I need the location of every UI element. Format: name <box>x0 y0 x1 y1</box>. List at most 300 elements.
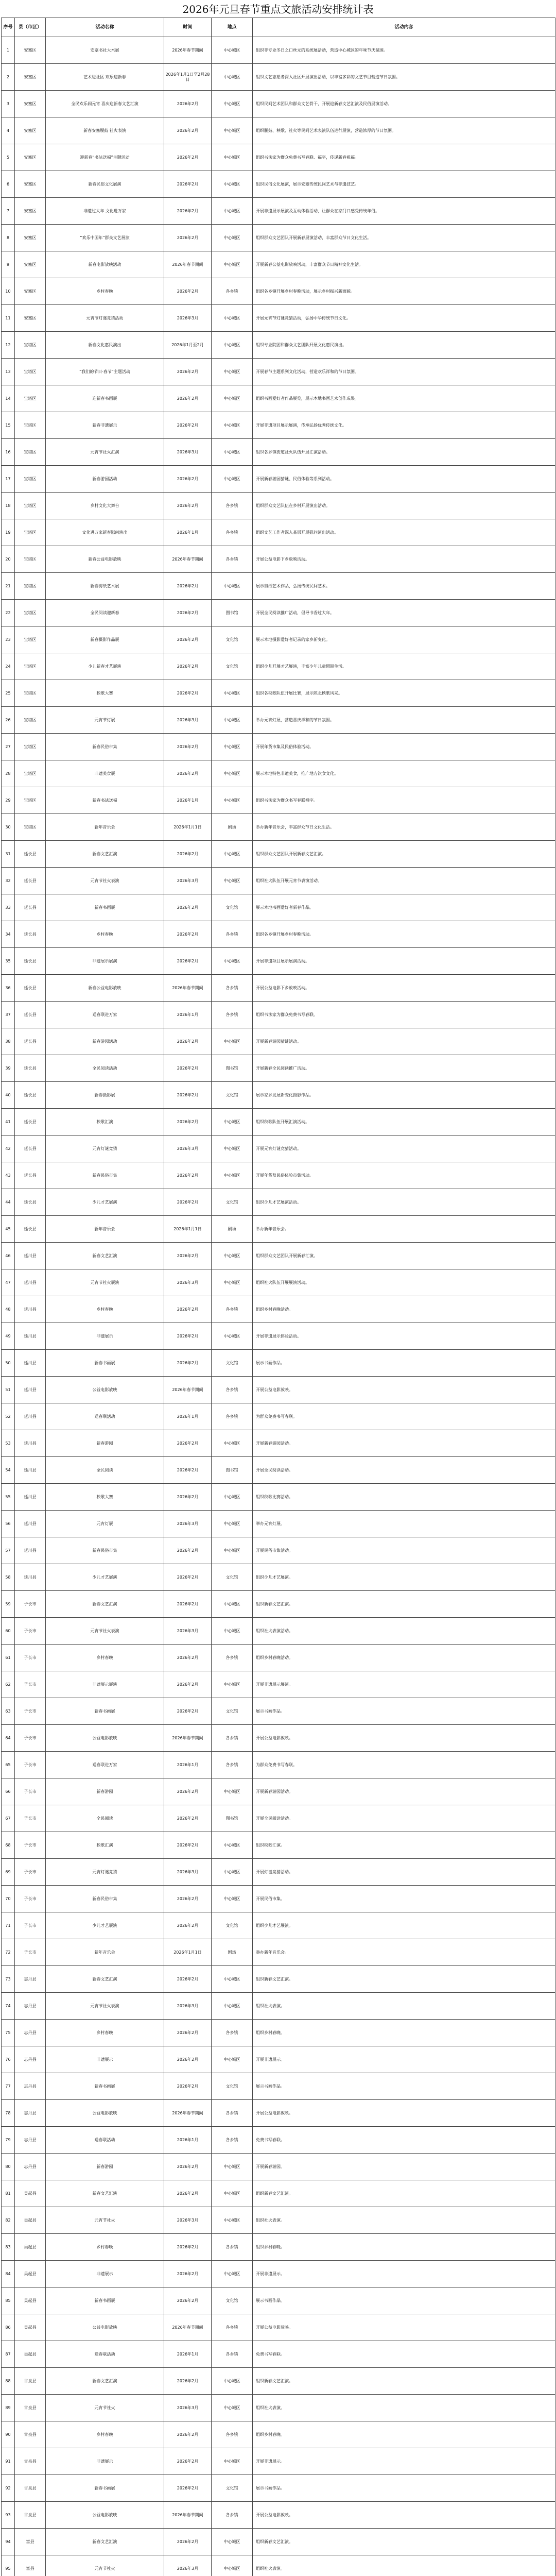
cell-index: 86 <box>2 2314 15 2341</box>
cell-county: 宝塔区 <box>15 359 46 385</box>
cell-index: 71 <box>2 1912 15 1939</box>
cell-content: 开展全民阅读推广活动，倡导书香过大年。 <box>253 600 555 626</box>
cell-location: 各乡镇 <box>212 278 253 305</box>
table-row <box>2 117 555 144</box>
cell-location: 中心城区 <box>212 359 253 385</box>
table-row <box>2 814 555 841</box>
cell-activity-name: 新春非遗展示 <box>46 412 164 439</box>
cell-county: 吴起县 <box>15 2261 46 2287</box>
cell-county: 延长县 <box>15 894 46 921</box>
cell-county: 安塞区 <box>15 251 46 278</box>
cell-index: 43 <box>2 1162 15 1189</box>
cell-activity-name: 乡村春晚 <box>46 2421 164 2448</box>
cell-time: 2026年2月 <box>164 144 212 171</box>
cell-location: 各乡镇 <box>212 1403 253 1430</box>
table-row <box>2 466 555 493</box>
cell-county: 子长市 <box>15 1671 46 1698</box>
table-row <box>2 1377 555 1403</box>
cell-time: 2026年春节期间 <box>164 975 212 1002</box>
cell-index: 50 <box>2 1350 15 1377</box>
cell-activity-name: 新年音乐会 <box>46 1939 164 1966</box>
cell-county: 吴起县 <box>15 2314 46 2341</box>
table-row <box>2 2100 555 2127</box>
cell-location: 图书馆 <box>212 600 253 626</box>
cell-content: 组织少儿才艺展演活动。 <box>253 1189 555 1216</box>
table-row <box>2 1430 555 1457</box>
cell-county: 延川县 <box>15 1457 46 1484</box>
table-row <box>2 921 555 948</box>
cell-time: 2026年3月 <box>164 2395 212 2421</box>
cell-location: 文化馆 <box>212 653 253 680</box>
cell-time: 2026年1月 <box>164 1752 212 1778</box>
cell-time: 2026年2月 <box>164 600 212 626</box>
cell-time: 2026年2月 <box>164 2073 212 2100</box>
cell-index: 65 <box>2 1752 15 1778</box>
cell-county: 宝塔区 <box>15 412 46 439</box>
cell-content: 开展非遗展示。 <box>253 2046 555 2073</box>
cell-content: 开展非遗展示展演及互动体验活动，让群众在家门口感受传统年俗。 <box>253 198 555 225</box>
cell-location: 各乡镇 <box>212 1725 253 1752</box>
cell-time: 2026年2月 <box>164 2234 212 2261</box>
cell-time: 2026年1月 <box>164 2341 212 2368</box>
cell-index: 21 <box>2 573 15 600</box>
cell-time: 2026年1月1日 <box>164 814 212 841</box>
table-row <box>2 1457 555 1484</box>
cell-activity-name: 新春公益电影放映 <box>46 975 164 1002</box>
cell-activity-name: 公益电影放映 <box>46 1725 164 1752</box>
cell-time: 2026年2月 <box>164 1296 212 1323</box>
cell-county: 子长市 <box>15 1752 46 1778</box>
cell-location: 各乡镇 <box>212 2234 253 2261</box>
cell-activity-name: 全民阅读迎新春 <box>46 600 164 626</box>
cell-content: 开展非遗展示。 <box>253 2261 555 2287</box>
cell-content: 开展元宵节灯谜竞猜活动，弘扬中华传统节日文化。 <box>253 305 555 332</box>
cell-index: 36 <box>2 975 15 1002</box>
cell-county: 延长县 <box>15 1082 46 1109</box>
cell-time: 2026年2月 <box>164 734 212 760</box>
table-row <box>2 1537 555 1564</box>
cell-county: 吴起县 <box>15 2341 46 2368</box>
cell-index: 72 <box>2 1939 15 1966</box>
cell-time: 2026年1月 <box>164 1403 212 1430</box>
cell-index: 31 <box>2 841 15 868</box>
cell-location: 文化馆 <box>212 2287 253 2314</box>
cell-time: 2026年春节期间 <box>164 546 212 573</box>
table-row <box>2 1028 555 1055</box>
cell-activity-name: 新春书画展 <box>46 894 164 921</box>
cell-content: 开展公益电影下乡放映活动。 <box>253 546 555 573</box>
table-row <box>2 1189 555 1216</box>
cell-index: 81 <box>2 2180 15 2207</box>
table-row <box>2 1886 555 1912</box>
table-row <box>2 1618 555 1645</box>
table-row <box>2 305 555 332</box>
table-row <box>2 948 555 975</box>
cell-activity-name: 新春书画展 <box>46 1698 164 1725</box>
cell-index: 75 <box>2 2020 15 2046</box>
cell-content: 开展公益电影放映。 <box>253 2100 555 2127</box>
table-row <box>2 91 555 117</box>
table-row <box>2 573 555 600</box>
cell-content: 举办元宵灯展。 <box>253 1511 555 1537</box>
activity-table <box>1 18 555 2576</box>
cell-activity-name: 新春书画展 <box>46 2287 164 2314</box>
cell-index: 77 <box>2 2073 15 2100</box>
cell-time: 2026年2月 <box>164 1564 212 1591</box>
cell-location: 中心城区 <box>212 385 253 412</box>
cell-activity-name: 新春文艺汇演 <box>46 2180 164 2207</box>
cell-time: 2026年2月 <box>164 921 212 948</box>
cell-activity-name: 新春民俗文化展演 <box>46 171 164 198</box>
table-row <box>2 734 555 760</box>
cell-index: 29 <box>2 787 15 814</box>
cell-time: 2026年3月 <box>164 305 212 332</box>
cell-county: 志丹县 <box>15 2100 46 2127</box>
cell-index: 8 <box>2 225 15 251</box>
cell-activity-name: 公益电影放映 <box>46 2314 164 2341</box>
cell-time: 2026年2月 <box>164 466 212 493</box>
cell-activity-name: 新春文艺汇演 <box>46 1591 164 1618</box>
cell-index: 35 <box>2 948 15 975</box>
cell-time: 2026年3月 <box>164 1269 212 1296</box>
cell-time: 2026年2月 <box>164 1350 212 1377</box>
cell-time: 2026年2月 <box>164 117 212 144</box>
cell-time: 2026年2月 <box>164 2046 212 2073</box>
cell-county: 安塞区 <box>15 91 46 117</box>
cell-index: 78 <box>2 2100 15 2127</box>
cell-time: 2026年春节期间 <box>164 2100 212 2127</box>
cell-location: 图书馆 <box>212 1805 253 1832</box>
cell-location: 中心城区 <box>212 64 253 91</box>
cell-location: 各乡镇 <box>212 519 253 546</box>
cell-content: 组织群众文艺队伍在乡村开展演出活动。 <box>253 493 555 519</box>
cell-location: 中心城区 <box>212 868 253 894</box>
cell-content: 开展春节主题系列文化活动，营造欢乐祥和的节日氛围。 <box>253 359 555 385</box>
table-row <box>2 1778 555 1805</box>
cell-activity-name: 送春联活动 <box>46 2341 164 2368</box>
cell-location: 中心城区 <box>212 2529 253 2555</box>
cell-index: 52 <box>2 1403 15 1430</box>
cell-index: 56 <box>2 1511 15 1537</box>
cell-location: 各乡镇 <box>212 1645 253 1671</box>
cell-activity-name: 新春书画展 <box>46 1350 164 1377</box>
cell-county: 延长县 <box>15 1162 46 1189</box>
cell-location: 文化馆 <box>212 1564 253 1591</box>
cell-time: 2026年3月 <box>164 2555 212 2576</box>
cell-index: 6 <box>2 171 15 198</box>
cell-index: 74 <box>2 1993 15 2020</box>
cell-time: 2026年2月 <box>164 2421 212 2448</box>
cell-county: 甘泉县 <box>15 2502 46 2529</box>
cell-activity-name: 新春书法送福 <box>46 787 164 814</box>
cell-activity-name: 乡村春晚 <box>46 921 164 948</box>
cell-index: 66 <box>2 1778 15 1805</box>
cell-index: 70 <box>2 1886 15 1912</box>
cell-activity-name: 送春联进万家 <box>46 1752 164 1778</box>
cell-index: 44 <box>2 1189 15 1216</box>
cell-content: 展示家乡发展新变化摄影作品。 <box>253 1082 555 1109</box>
cell-county: 宝塔区 <box>15 573 46 600</box>
cell-county: 吴起县 <box>15 2234 46 2261</box>
cell-county: 甘泉县 <box>15 2448 46 2475</box>
cell-index: 10 <box>2 278 15 305</box>
table-body <box>2 37 555 2576</box>
cell-location: 各乡镇 <box>212 546 253 573</box>
cell-location: 文化馆 <box>212 2475 253 2502</box>
cell-activity-name: 少儿新春才艺展演 <box>46 653 164 680</box>
cell-county: 子长市 <box>15 1832 46 1859</box>
cell-county: 子长市 <box>15 1912 46 1939</box>
table-row <box>2 2368 555 2395</box>
cell-location: 中心城区 <box>212 1109 253 1136</box>
cell-activity-name: 安塞书社大木展 <box>46 37 164 64</box>
cell-county: 延长县 <box>15 1216 46 1243</box>
cell-county: 子长市 <box>15 1939 46 1966</box>
cell-activity-name: 新春书画展 <box>46 2475 164 2502</box>
cell-location: 各乡镇 <box>212 2127 253 2154</box>
cell-location: 中心城区 <box>212 1993 253 2020</box>
cell-county: 宝塔区 <box>15 546 46 573</box>
cell-content: 组织书画爱好者作品展览，展示本地书画艺术创作成果。 <box>253 385 555 412</box>
cell-index: 45 <box>2 1216 15 1243</box>
cell-activity-name: 全民阅读 <box>46 1457 164 1484</box>
cell-index: 39 <box>2 1055 15 1082</box>
header-activity-name: 活动名称 <box>46 18 164 37</box>
table-row <box>2 1055 555 1082</box>
cell-county: 宝塔区 <box>15 332 46 359</box>
header-county: 县（市区） <box>15 18 46 37</box>
cell-location: 图书馆 <box>212 1457 253 1484</box>
header-index: 序号 <box>2 18 15 37</box>
table-row <box>2 64 555 91</box>
cell-content: 开展元宵灯谜竞猜活动。 <box>253 1136 555 1162</box>
cell-activity-name: 新春游园活动 <box>46 466 164 493</box>
cell-location: 中心城区 <box>212 1136 253 1162</box>
cell-index: 47 <box>2 1269 15 1296</box>
cell-county: 子长市 <box>15 1698 46 1725</box>
table-row <box>2 2261 555 2287</box>
cell-county: 延川县 <box>15 1511 46 1537</box>
cell-location: 各乡镇 <box>212 2421 253 2448</box>
cell-index: 4 <box>2 117 15 144</box>
cell-location: 中心城区 <box>212 787 253 814</box>
table-row <box>2 439 555 466</box>
cell-index: 60 <box>2 1618 15 1645</box>
cell-activity-name: 新春民俗市集 <box>46 1886 164 1912</box>
cell-location: 各乡镇 <box>212 975 253 1002</box>
cell-index: 83 <box>2 2234 15 2261</box>
cell-index: 38 <box>2 1028 15 1055</box>
cell-county: 延长县 <box>15 1109 46 1136</box>
cell-index: 69 <box>2 1859 15 1886</box>
cell-activity-name: 元宵灯展 <box>46 1511 164 1537</box>
cell-time: 2026年2月 <box>164 1082 212 1109</box>
table-row <box>2 1323 555 1350</box>
cell-activity-name: 送春联活动 <box>46 2127 164 2154</box>
cell-county: 子长市 <box>15 1618 46 1645</box>
cell-content: 组织秧歌比赛活动。 <box>253 1484 555 1511</box>
cell-county: 延长县 <box>15 921 46 948</box>
cell-county: 宝塔区 <box>15 519 46 546</box>
cell-location: 剧场 <box>212 1939 253 1966</box>
cell-time: 2026年3月 <box>164 439 212 466</box>
cell-activity-name: 非遗展示 <box>46 1323 164 1350</box>
cell-activity-name: 非遗展示 <box>46 2046 164 2073</box>
cell-activity-name: 公益电影放映 <box>46 1377 164 1403</box>
cell-time: 2026年2月 <box>164 680 212 707</box>
cell-activity-name: “我们的节日·春节”主题活动 <box>46 359 164 385</box>
cell-content: 组织少儿才艺展演。 <box>253 1912 555 1939</box>
cell-location: 中心城区 <box>212 2555 253 2576</box>
cell-activity-name: 非遗过大年 文化进万家 <box>46 198 164 225</box>
cell-time: 2026年1月1日 <box>164 1939 212 1966</box>
table-row <box>2 2448 555 2475</box>
cell-activity-name: 秧歌汇演 <box>46 1832 164 1859</box>
table-row <box>2 359 555 385</box>
table-row <box>2 251 555 278</box>
cell-location: 中心城区 <box>212 841 253 868</box>
cell-content: 开展全民阅读活动。 <box>253 1457 555 1484</box>
cell-content: 组织新春文艺汇演。 <box>253 1591 555 1618</box>
cell-county: 宝塔区 <box>15 466 46 493</box>
cell-activity-name: 元宵节社火汇演 <box>46 439 164 466</box>
cell-activity-name: 乡村春晚 <box>46 278 164 305</box>
cell-county: 延川县 <box>15 1430 46 1457</box>
cell-index: 58 <box>2 1564 15 1591</box>
table-row <box>2 1269 555 1296</box>
cell-activity-name: 少儿才艺展演 <box>46 1912 164 1939</box>
cell-county: 延川县 <box>15 1323 46 1350</box>
cell-time: 2026年3月 <box>164 2207 212 2234</box>
cell-activity-name: 新春民俗市集 <box>46 1537 164 1564</box>
table-row <box>2 841 555 868</box>
table-row <box>2 332 555 359</box>
cell-index: 28 <box>2 760 15 787</box>
cell-location: 中心城区 <box>212 37 253 64</box>
cell-content: 开展全民阅读活动。 <box>253 1805 555 1832</box>
cell-county: 延川县 <box>15 1537 46 1564</box>
cell-county: 宝塔区 <box>15 600 46 626</box>
cell-content: 组织少儿开展才艺展演，丰富少年儿童假期生活。 <box>253 653 555 680</box>
cell-location: 中心城区 <box>212 1243 253 1269</box>
cell-activity-name: 全民欢乐闹元宵 喜庆迎新春文艺汇演 <box>46 91 164 117</box>
cell-content: 组织腰鼓、秧歌、社火等民间艺术表演队伍进行展演，营造浓厚的节日氛围。 <box>253 117 555 144</box>
cell-county: 延川县 <box>15 1377 46 1403</box>
cell-content: 组织各秧歌队伍开展比赛，展示陕北秧歌风采。 <box>253 680 555 707</box>
cell-content: 开展公益电影放映。 <box>253 2314 555 2341</box>
cell-location: 各乡镇 <box>212 2100 253 2127</box>
cell-content: 展示本地特色非遗美食，推广地方饮食文化。 <box>253 760 555 787</box>
table-row <box>2 2475 555 2502</box>
cell-content: 组织专业院团和群众文艺团队开展文化惠民演出。 <box>253 332 555 359</box>
cell-time: 2026年2月 <box>164 2154 212 2180</box>
cell-activity-name: 元宵节社火 <box>46 2207 164 2234</box>
table-row <box>2 1725 555 1752</box>
cell-time: 2026年2月 <box>164 412 212 439</box>
cell-county: 安塞区 <box>15 37 46 64</box>
cell-activity-name: 秧歌汇演 <box>46 1109 164 1136</box>
cell-index: 61 <box>2 1645 15 1671</box>
table-row <box>2 1002 555 1028</box>
table-row <box>2 1564 555 1591</box>
cell-index: 27 <box>2 734 15 760</box>
cell-index: 26 <box>2 707 15 734</box>
cell-time: 2026年2月 <box>164 1028 212 1055</box>
cell-content: 展示书画作品。 <box>253 2073 555 2100</box>
table-row <box>2 1993 555 2020</box>
cell-content: 组织群众文艺团队开展新春汇演。 <box>253 1243 555 1269</box>
cell-time: 2026年2月 <box>164 225 212 251</box>
cell-activity-name: 新春书画展 <box>46 2073 164 2100</box>
cell-time: 2026年2月 <box>164 198 212 225</box>
cell-content: 开展公益电影下乡放映活动。 <box>253 975 555 1002</box>
cell-index: 48 <box>2 1296 15 1323</box>
cell-county: 志丹县 <box>15 2154 46 2180</box>
table-row <box>2 2529 555 2555</box>
cell-county: 富县 <box>15 2555 46 2576</box>
cell-county: 延川县 <box>15 1564 46 1591</box>
cell-content: 开展公益电影放映。 <box>253 1725 555 1752</box>
table-row <box>2 171 555 198</box>
cell-activity-name: 送春联活动 <box>46 1403 164 1430</box>
cell-index: 76 <box>2 2046 15 2073</box>
cell-content: 开展非遗项目展示展演活动。 <box>253 948 555 975</box>
cell-activity-name: 新春摄影作品展 <box>46 626 164 653</box>
table-row <box>2 600 555 626</box>
cell-activity-name: 新春游园 <box>46 1778 164 1805</box>
cell-activity-name: 公益电影放映 <box>46 2100 164 2127</box>
cell-location: 中心城区 <box>212 1323 253 1350</box>
cell-activity-name: 迎新春书画展 <box>46 385 164 412</box>
cell-content: 为群众免费书写春联。 <box>253 1403 555 1430</box>
cell-county: 志丹县 <box>15 1993 46 2020</box>
cell-content: 组织社火表演。 <box>253 2207 555 2234</box>
cell-location: 中心城区 <box>212 1832 253 1859</box>
cell-index: 91 <box>2 2448 15 2475</box>
cell-county: 甘泉县 <box>15 2421 46 2448</box>
cell-content: 为群众免费书写春联。 <box>253 1752 555 1778</box>
cell-time: 2026年春节期间 <box>164 2502 212 2529</box>
cell-location: 中心城区 <box>212 680 253 707</box>
cell-content: 开展年货及民俗体验市集活动。 <box>253 1162 555 1189</box>
cell-index: 92 <box>2 2475 15 2502</box>
table-row <box>2 37 555 64</box>
cell-index: 2 <box>2 64 15 91</box>
cell-content: 组织少儿才艺展演。 <box>253 1564 555 1591</box>
cell-county: 延长县 <box>15 1055 46 1082</box>
cell-location: 中心城区 <box>212 760 253 787</box>
cell-index: 11 <box>2 305 15 332</box>
cell-location: 中心城区 <box>212 198 253 225</box>
cell-index: 80 <box>2 2154 15 2180</box>
cell-county: 子长市 <box>15 1805 46 1832</box>
cell-activity-name: 新春剪纸艺术展 <box>46 573 164 600</box>
cell-index: 87 <box>2 2341 15 2368</box>
cell-content: 开展新春全民阅读推广活动。 <box>253 1055 555 1082</box>
cell-content: 开展年货市集及民俗体验活动。 <box>253 734 555 760</box>
cell-content: 组织民间艺术团队和群众文艺骨干，开展迎新春文艺汇演及民俗展演活动。 <box>253 91 555 117</box>
cell-activity-name: 新春文艺汇演 <box>46 2529 164 2555</box>
table-row <box>2 1859 555 1886</box>
cell-location: 各乡镇 <box>212 1002 253 1028</box>
cell-time: 2026年2月 <box>164 359 212 385</box>
cell-time: 2026年1月 <box>164 2127 212 2154</box>
cell-content: 组织新春文艺汇演。 <box>253 2180 555 2207</box>
cell-activity-name: 新春公益电影放映 <box>46 546 164 573</box>
cell-county: 延川县 <box>15 1269 46 1296</box>
cell-location: 中心城区 <box>212 1618 253 1645</box>
cell-activity-name: 非遗美食展 <box>46 760 164 787</box>
